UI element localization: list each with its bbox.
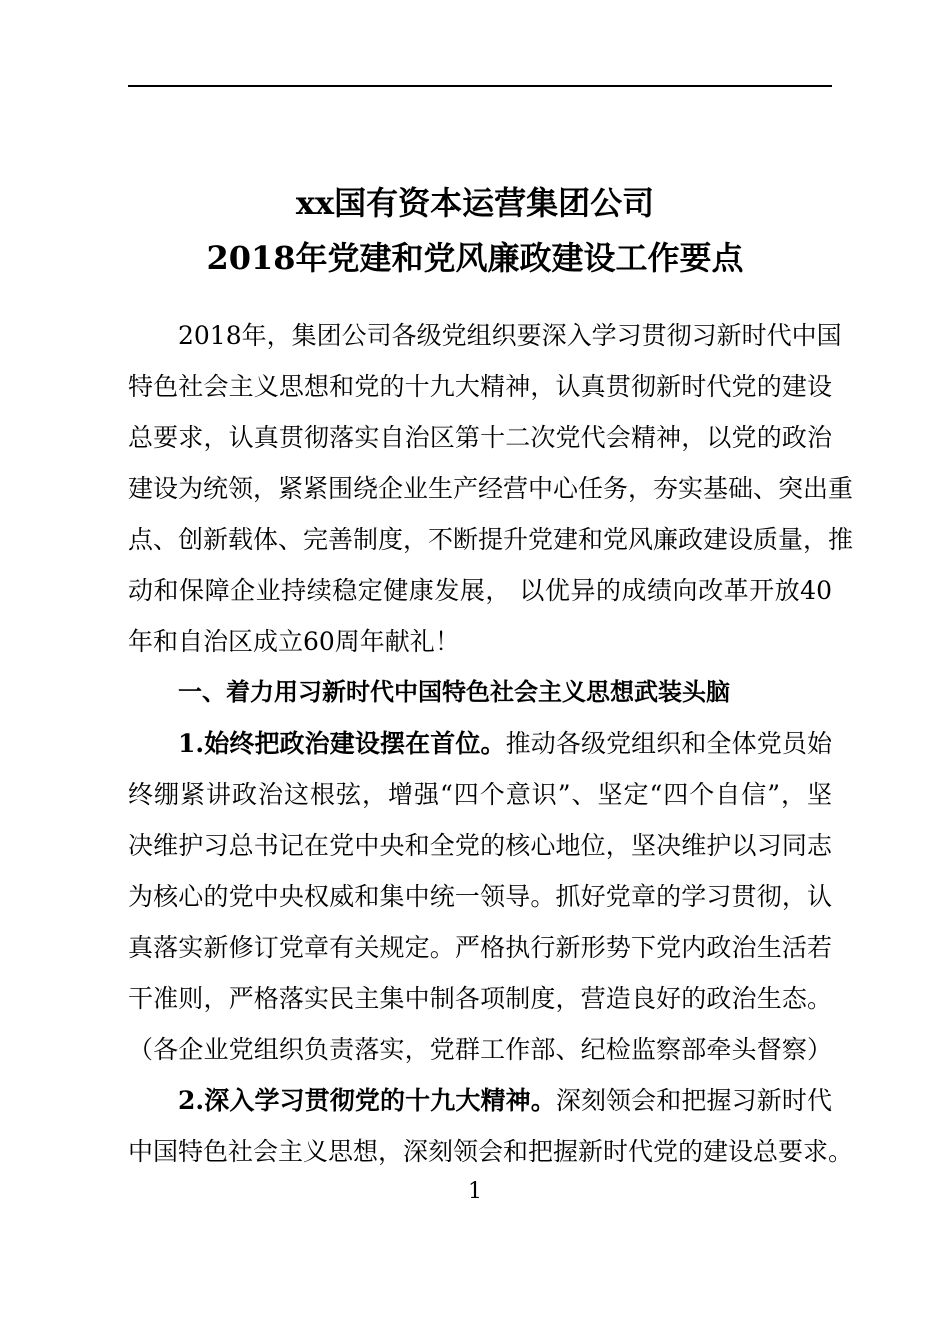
item-1-paragraph: [128, 718, 832, 1075]
section-1-heading: 一、着力用习新时代中国特色社会主义思想武装头脑: [178, 678, 730, 706]
intro-line: 点、创新载体、完善制度，不断提升党建和党风廉政建设质量，推: [128, 525, 854, 554]
intro-line: 2018年，集团公司各级党组织要深入学习贯彻习新时代中国: [178, 321, 842, 350]
document-title-line-2: 2018年党建和党风廉政建设工作要点: [206, 239, 744, 277]
item-1-first-line: [128, 718, 832, 769]
item-1-line: 决维护习总书记在党中央和全党的核心地位，坚决维护以习同志: [128, 831, 832, 860]
item-2-title: 2.深入学习贯彻党的十九大精神。: [178, 1086, 556, 1115]
item-2-paragraph: [128, 1075, 854, 1177]
intro-line: 建设为统领，紧紧围绕企业生产经营中心任务，夯实基础、突出重: [128, 474, 854, 503]
item-2-line: 中国特色社会主义思想，深刻领会和把握新时代党的建设总要求。: [128, 1137, 854, 1166]
item-2-first-line-text: 深刻领会和把握习新时代: [555, 1086, 832, 1115]
intro-line: 特色社会主义思想和党的十九大精神，认真贯彻新时代党的建设: [128, 372, 832, 401]
intro-line: 总要求，认真贯彻落实自治区第十二次党代会精神，以党的政治: [128, 423, 832, 452]
intro-paragraph: [128, 310, 854, 667]
item-1-line: 真落实新修订党章有关规定。严格执行新形势下党内政治生活若: [128, 933, 832, 962]
item-1-line: 干准则，严格落实民主集中制各项制度，营造良好的政治生态。: [128, 984, 832, 1013]
page-number: 1: [468, 1179, 482, 1204]
item-1-line: 为核心的党中央权威和集中统一领导。抓好党章的学习贯彻，认: [128, 882, 832, 911]
item-1-line: （各企业党组织负责落实，党群工作部、纪检监察部牵头督察）: [128, 1035, 832, 1064]
section-1: [128, 667, 832, 718]
item-1-first-line-text: 推动各级党组织和全体党员始: [505, 729, 832, 758]
header-rule: [128, 85, 832, 87]
item-2-first-line: [128, 1075, 832, 1126]
item-1-title: 1.始终把政治建设摆在首位。: [178, 729, 506, 758]
intro-line: 动和保障企业持续稳定健康发展， 以优异的成绩向改革开放40: [128, 576, 832, 605]
item-1-line: 终绷紧讲政治这根弦，增强“四个意识”、坚定“四个自信”，坚: [128, 780, 832, 809]
intro-line: 年和自治区成立60周年献礼！: [128, 627, 460, 656]
document-title-line-1: xx国有资本运营集团公司: [295, 184, 655, 222]
